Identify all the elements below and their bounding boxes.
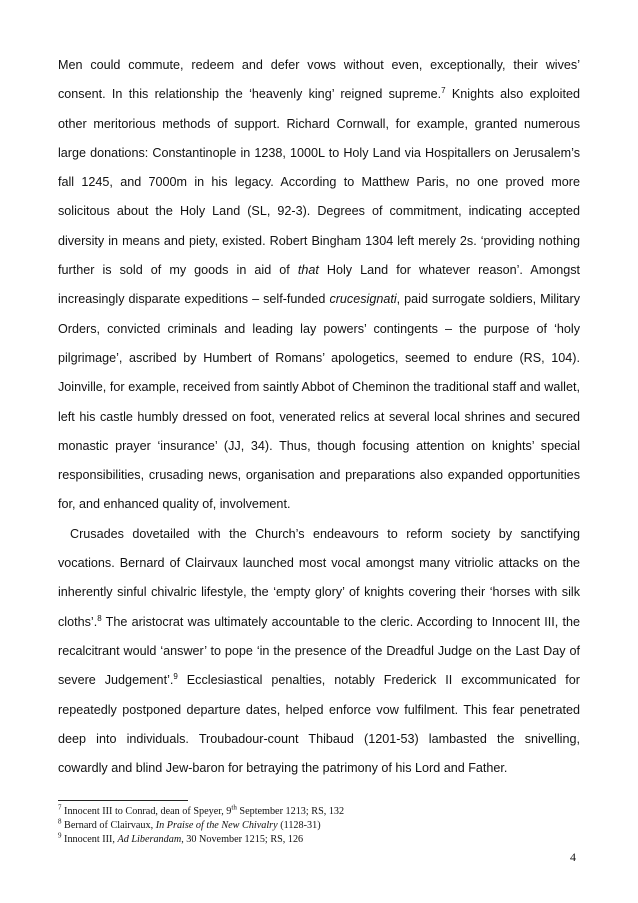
footnote-8 <box>58 819 580 833</box>
paragraph-2-text-3: Ecclesiastical penalties, notably Frederick II excommunicated for repeatedly postponed departure dates, helped enforce vow fulfilment. This fear penetrated deep into individuals. Troubadour-count Thibaud (1201-53) lambasted the snivelling, cowardly and blind Jew-baron for betraying the patrimony of his Lord and Father. <box>58 673 580 776</box>
footnote-ref-8: 8 <box>97 613 102 623</box>
paragraph-2 <box>58 520 580 784</box>
page-number: 4 <box>570 850 576 864</box>
footnote-ref-7: 7 <box>441 86 446 96</box>
footnote-number-7: 7 <box>58 803 62 812</box>
paragraph-1-text-4: , paid surrogate soldiers, Military Orders, convicted criminals and leading lay powers’ contingents – the purpose of ‘holy pilgrimage’, ascribed by Humbert of Romans’ apologetics, seemed to endure (RS, 104). Joinville, for example, received from saintly Abbot of Cheminon the traditional staff and wallet, left his castle humbly dressed on foot, venerated relics at several local shrines and secured monastic prayer ‘insurance’ (JJ, 34). Thus, though focusing attention on knights’ special responsibilities, crusading news, organisation and preparations also expanded opportunities for, and enhanced quality of, involvement. <box>58 292 580 512</box>
footnote-7-text-2: September 1213; RS, 132 <box>236 806 345 817</box>
paragraph-2-text-2: The aristocrat was ultimately accountable to the cleric. According to Innocent III, the recalcitrant would ‘answer’ to pope ‘in the presence of the Dreadful Judge on the Last Day of severe Judgement’. <box>58 614 580 688</box>
paragraph-1-text: Men could commute, redeem and defer vows without even, exceptionally, their wives’ consent. In this relationship the ‘heavenly king’ reigned supreme. <box>58 58 580 102</box>
footnote-number-8: 8 <box>58 817 62 826</box>
paragraph-1 <box>58 51 580 520</box>
footnote-8-text: Bernard of Clairvaux, <box>61 820 156 831</box>
footnote-ref-9: 9 <box>173 672 178 682</box>
footnote-7-text: Innocent III to Conrad, dean of Speyer, 9 <box>61 806 232 817</box>
footnote-8-title: In Praise of the New Chivalry <box>155 820 278 831</box>
footnotes <box>58 805 580 847</box>
footnote-8-text-2: (1128-31) <box>277 820 321 831</box>
footnote-9-title: Ad Liberandam <box>117 834 182 845</box>
emphasis-that: that <box>297 263 319 278</box>
paragraph-2-text: Crusades dovetailed with the Church’s endeavours to reform society by sanctifying vocations. Bernard of Clairvaux launched most vocal amongst many vitriolic attacks on the inherently sinful chivalric lifestyle, the ‘empty glory’ of knights covering their ‘horses with silk cloths’. <box>58 526 580 629</box>
footnote-9-text-2: , 30 November 1215; RS, 126 <box>181 834 304 845</box>
footnote-number-9: 9 <box>58 831 62 840</box>
footnote-9-text: Innocent III, <box>61 834 118 845</box>
footnote-separator <box>58 800 188 801</box>
footnote-7 <box>58 805 580 819</box>
paragraph-1-text-2: Knights also exploited other meritorious methods of support. Richard Cornwall, for example, granted numerous large donations: Constantinople in 1238, 1000L to Holy Land via Hospitallers on Jerusalem’s fall 1245, and 7000m in his legacy. According to Matthew Paris, no one proved more solicitous about the Holy Land (SL, 92-3). Degrees of commitment, indicating accepted diversity in means and piety, existed. Robert Bingham 1304 left merely 2s. ‘providing nothing further is sold of my goods in aid of <box>58 87 580 278</box>
footnote-7-ordinal: th <box>231 803 237 812</box>
footnote-9 <box>58 833 580 847</box>
body-text <box>58 51 580 783</box>
emphasis-crucesignati: crucesignati <box>329 292 397 307</box>
paragraph-1-text-3: Holy Land for whatever reason’. Amongst increasingly disparate expeditions – self-funded <box>58 263 580 307</box>
